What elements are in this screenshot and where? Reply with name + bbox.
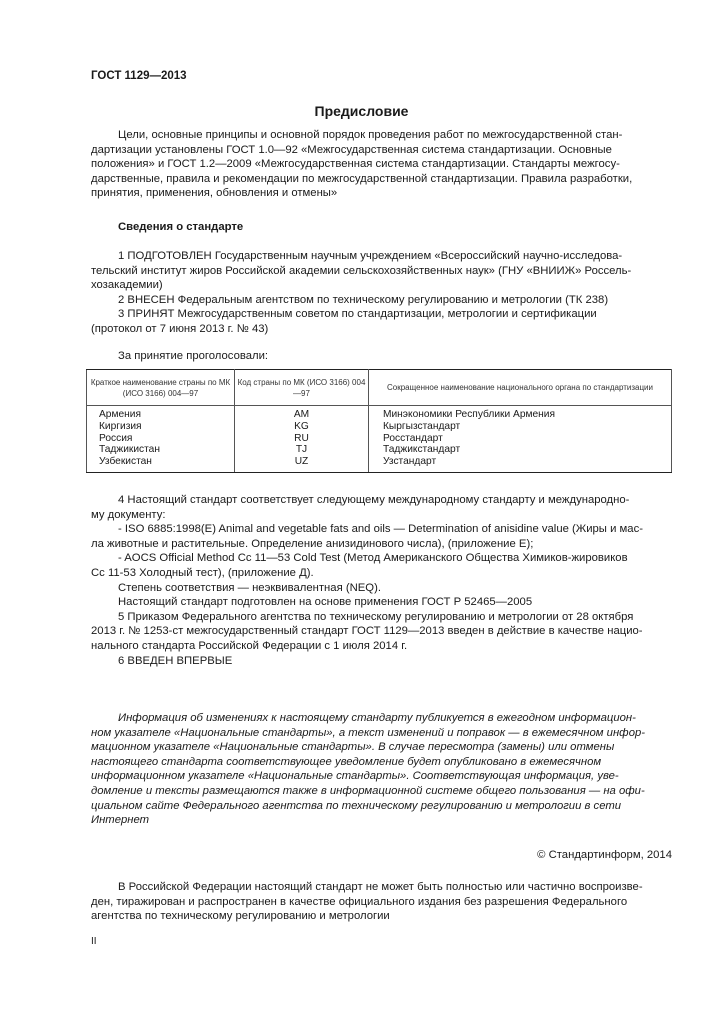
notice-line: информационном указателе «Национальные стандарты». Соответствующая информация, уве-: [91, 770, 619, 783]
intro-line: дарственные, правила и рекомендации по межгосударственной стандартизации. Правила разработки,: [91, 172, 633, 185]
standard-info-items-2: [91, 493, 672, 668]
standards-body: Минэкономики Республики Армения: [369, 406, 672, 421]
standards-body: Узстандарт: [369, 456, 672, 472]
notice-line: мационном указателе «Национальные стандарты». В случае пересмотра (замены) или отмены: [91, 741, 615, 754]
info-line: 4 Настоящий стандарт соответствует следующему международному стандарту и международно-: [118, 494, 630, 506]
intro-line: принятия, применения, обновления и отмены»: [91, 187, 338, 200]
country-name: Таджикистан: [87, 444, 235, 456]
info-line: Cc 11-53 Холодный тест), (приложение Д).: [91, 566, 314, 579]
country-name: Россия: [87, 433, 235, 445]
info-line: 5 Приказом Федерального агентства по техническому регулированию и метрологии от 28 октября: [118, 610, 634, 623]
page-title: Предисловие: [314, 103, 409, 119]
table-row: [87, 456, 672, 472]
standards-body: Росстандарт: [369, 433, 672, 445]
table-row: [87, 406, 672, 421]
info-line: му документу:: [91, 508, 166, 521]
page-number: II: [91, 936, 97, 947]
info-line: (протокол от 7 июня 2013 г. № 43): [91, 322, 269, 335]
table-header-body: Сокращенное наименование национального органа по стандартизации: [369, 370, 672, 406]
country-code: AM: [235, 406, 369, 421]
standards-body: Кыргызстандарт: [369, 421, 672, 433]
notice-line: ном указателе «Национальные стандарты», а текст изменений и поправок — в ежемесячном инфор-: [91, 726, 646, 739]
section-heading: Сведения о стандарте: [118, 221, 244, 233]
notice-line: домление и тексты размещаются также в информационной системе общего пользования — на офи-: [91, 784, 645, 797]
intro-line: положения» и ГОСТ 1.2—2009 «Межгосударственная система стандартизации. Стандарты межгосу-: [91, 158, 620, 171]
standard-info-items-1: [91, 249, 672, 337]
standards-body: Таджикстандарт: [369, 444, 672, 456]
info-line: 1 ПОДГОТОВЛЕН Государственным научным учреждением «Всероссийский научно-исследова-: [118, 250, 623, 262]
table-header-row: [87, 370, 672, 406]
info-line: - ISO 6885:1998(E) Animal and vegetable fats and oils — Determination of anisidine value (Жиры и мас-: [118, 523, 643, 536]
table-header-code: Код страны по МК (ИСО 3166) 004—97: [235, 370, 369, 406]
notice-line: ден, тиражирован и распространен в качестве официального издания без разрешения Федерального: [91, 895, 628, 908]
info-line: - AOCS Official Method Cc 11—53 Cold Test (Метод Американского Общества Химиков-жировиков: [118, 552, 628, 565]
notice-line: настоящего стандарта соответствующее уведомление будет опубликовано в ежемесячном: [91, 755, 602, 768]
notice-line: Интернет: [91, 814, 150, 827]
info-line: 6 ВВЕДЕН ВПЕРВЫЕ: [118, 654, 233, 667]
intro-line: дартизации установлены ГОСТ 1.0—92 «Межгосударственная система стандартизации. Основные: [91, 143, 612, 156]
info-line: Настоящий стандарт подготовлен на основе применения ГОСТ Р 52465—2005: [118, 596, 533, 609]
info-line: нального стандарта Российской Федерации с 1 июля 2014 г.: [91, 639, 408, 652]
info-line: 3 ПРИНЯТ Межгосударственным советом по стандартизации, метрологии и сертификации: [118, 308, 597, 321]
country-name: Узбекистан: [87, 456, 235, 472]
info-line: Степень соответствия — неэквивалентная (NEQ).: [118, 581, 381, 594]
notice-line: В Российской Федерации настоящий стандарт не может быть полностью или частично воспроизве-: [118, 881, 643, 893]
table-row: [87, 421, 672, 433]
table-row: [87, 433, 672, 445]
intro-paragraph: [91, 128, 672, 201]
table-row: [87, 444, 672, 456]
table-header-country: Краткое наименование страны по МК (ИСО 3166) 004—97: [87, 370, 235, 406]
info-line: 2013 г. № 1253-ст межгосударственный стандарт ГОСТ 1129—2013 введен в действие в качестве нацио-: [91, 625, 643, 638]
country-name: Армения: [87, 406, 235, 421]
changes-notice: [91, 711, 672, 828]
notice-line: циальном сайте Федерального агентства по техническому регулированию и метрологии в сети: [91, 799, 622, 812]
notice-line: Информация об изменениях к настоящему стандарту публикуется в ежегодном информацион-: [118, 712, 636, 724]
reproduction-notice: [91, 880, 672, 924]
document-code: ГОСТ 1129—2013: [91, 70, 187, 82]
country-code: TJ: [235, 444, 369, 456]
countries-table: [86, 369, 672, 473]
country-code: UZ: [235, 456, 369, 472]
info-line: ла животные и растительные. Определение анизидинового числа), (приложение Е);: [91, 537, 534, 550]
country-name: Киргизия: [87, 421, 235, 433]
copyright-notice: © Стандартинформ, 2014: [537, 849, 672, 861]
country-code: RU: [235, 433, 369, 445]
info-line: хозакадемии): [91, 279, 163, 292]
intro-line: Цели, основные принципы и основной порядок проведения работ по межгосударственной стан-: [118, 129, 623, 141]
vote-label: За принятие проголосовали:: [118, 350, 269, 362]
info-line: тельский институт жиров Российской академии сельскохозяйственных наук» (ГНУ «ВНИИЖ» Россель-: [91, 264, 632, 277]
notice-line: агентства по техническому регулированию и метрологии: [91, 910, 390, 923]
country-code: KG: [235, 421, 369, 433]
info-line: 2 ВНЕСЕН Федеральным агентством по техническому регулированию и метрологии (ТК 238): [118, 293, 609, 306]
